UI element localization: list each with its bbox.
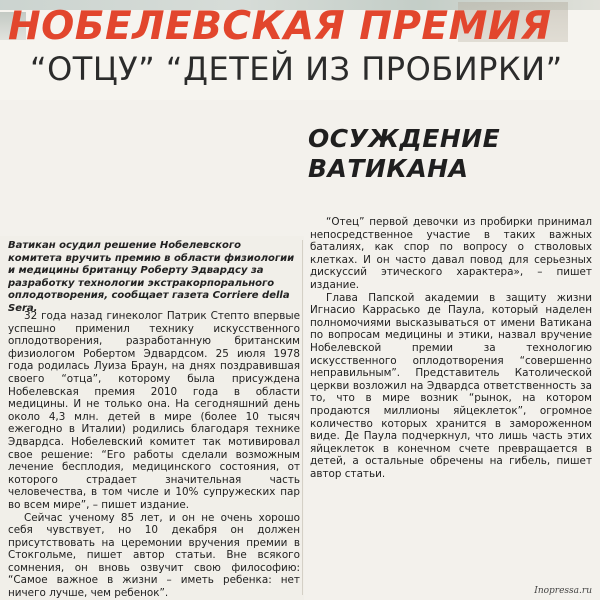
right-paragraph-2: Глава Папской академии в защиту жизни Игнасио Каррасько де Паула, который наделен полномочиями высказываться от имени Ватикана по вопросам медицины и этики, назвал вручение Нобелевской премии за технологию искусственного оплодотворения “совершенно неправильным”. Представитель Католической церкви возложил на Эдвардса ответственность за то, что в мире возник “рынок, на котором продаются миллионы яйцеклеток”, огромное количество которых хранится в замороженном виде. Де Паула подчеркнул, что лишь часть этих яйцеклеток в конечном счете превращается в детей, а остальные обречены на гибель, пишет автор статьи.: [310, 291, 592, 480]
section-heading-line2: ВАТИКАНА: [308, 154, 469, 183]
right-paragraph-1: “Отец” первой девочки из пробирки принимал непосредственное участие в таких важных баталиях, как спор по вопросу о стволовых клетках. И он часто давал повод для серьезных дискуссий этического характера», – пишет издание.: [310, 216, 592, 291]
source-watermark: Inopressa.ru: [534, 586, 592, 596]
section-heading-line1: ОСУЖДЕНИЕ: [308, 124, 501, 153]
sub-headline: “ОТЦУ” “ДЕТЕЙ ИЗ ПРОБИРКИ”: [30, 50, 563, 88]
lead-paragraph: Ватикан осудил решение Нобелевского комитета вручить премию в области физиологии и медицины британцу Роберту Эдвардсу за разработку технологии экстракорпорального оплодотворения, сообщает газета Corriere della Sera.: [8, 240, 295, 314]
section-heading: [308, 124, 548, 184]
left-column: [8, 310, 300, 600]
column-divider: [302, 240, 303, 595]
left-paragraph-1: 32 года назад гинеколог Патрик Степто впервые успешно применил технику искусственного оплодотворения, разработанную британским физиологом Робертом Эдвардсом. 25 июля 1978 года родилась Луиза Браун, на днях поздравившая своего “отца”, которому была присуждена Нобелевская премия 2010 года в области медицины. И не только она. На сегодняшний день около 4,3 млн. детей в мире (более 10 тысяч ежегодно в Италии) родились благодаря технике Эдвардса. Нобелевский комитет так мотивировал свое решение: “Его работы сделали возможным лечение бесплодия, медицинского состояния, от которого страдает значительная часть человечества, в том числе и 10% супружеских пар во всем мире”, – пишет издание.: [8, 310, 300, 511]
main-headline: НОБЕЛЕВСКАЯ ПРЕМИЯ: [8, 4, 552, 49]
right-column: [310, 216, 592, 480]
left-paragraph-2: Сейчас ученому 85 лет, и он не очень хорошо себя чувствует, но 10 декабря он должен присутствовать на церемонии вручения премии в Стокгольме, пишет автор статьи. Вне всякого сомнения, он вновь озвучит свою философию: “Самое важное в жизни – иметь ребенка: нет ничего лучше, чем ребенок”.: [8, 511, 300, 600]
